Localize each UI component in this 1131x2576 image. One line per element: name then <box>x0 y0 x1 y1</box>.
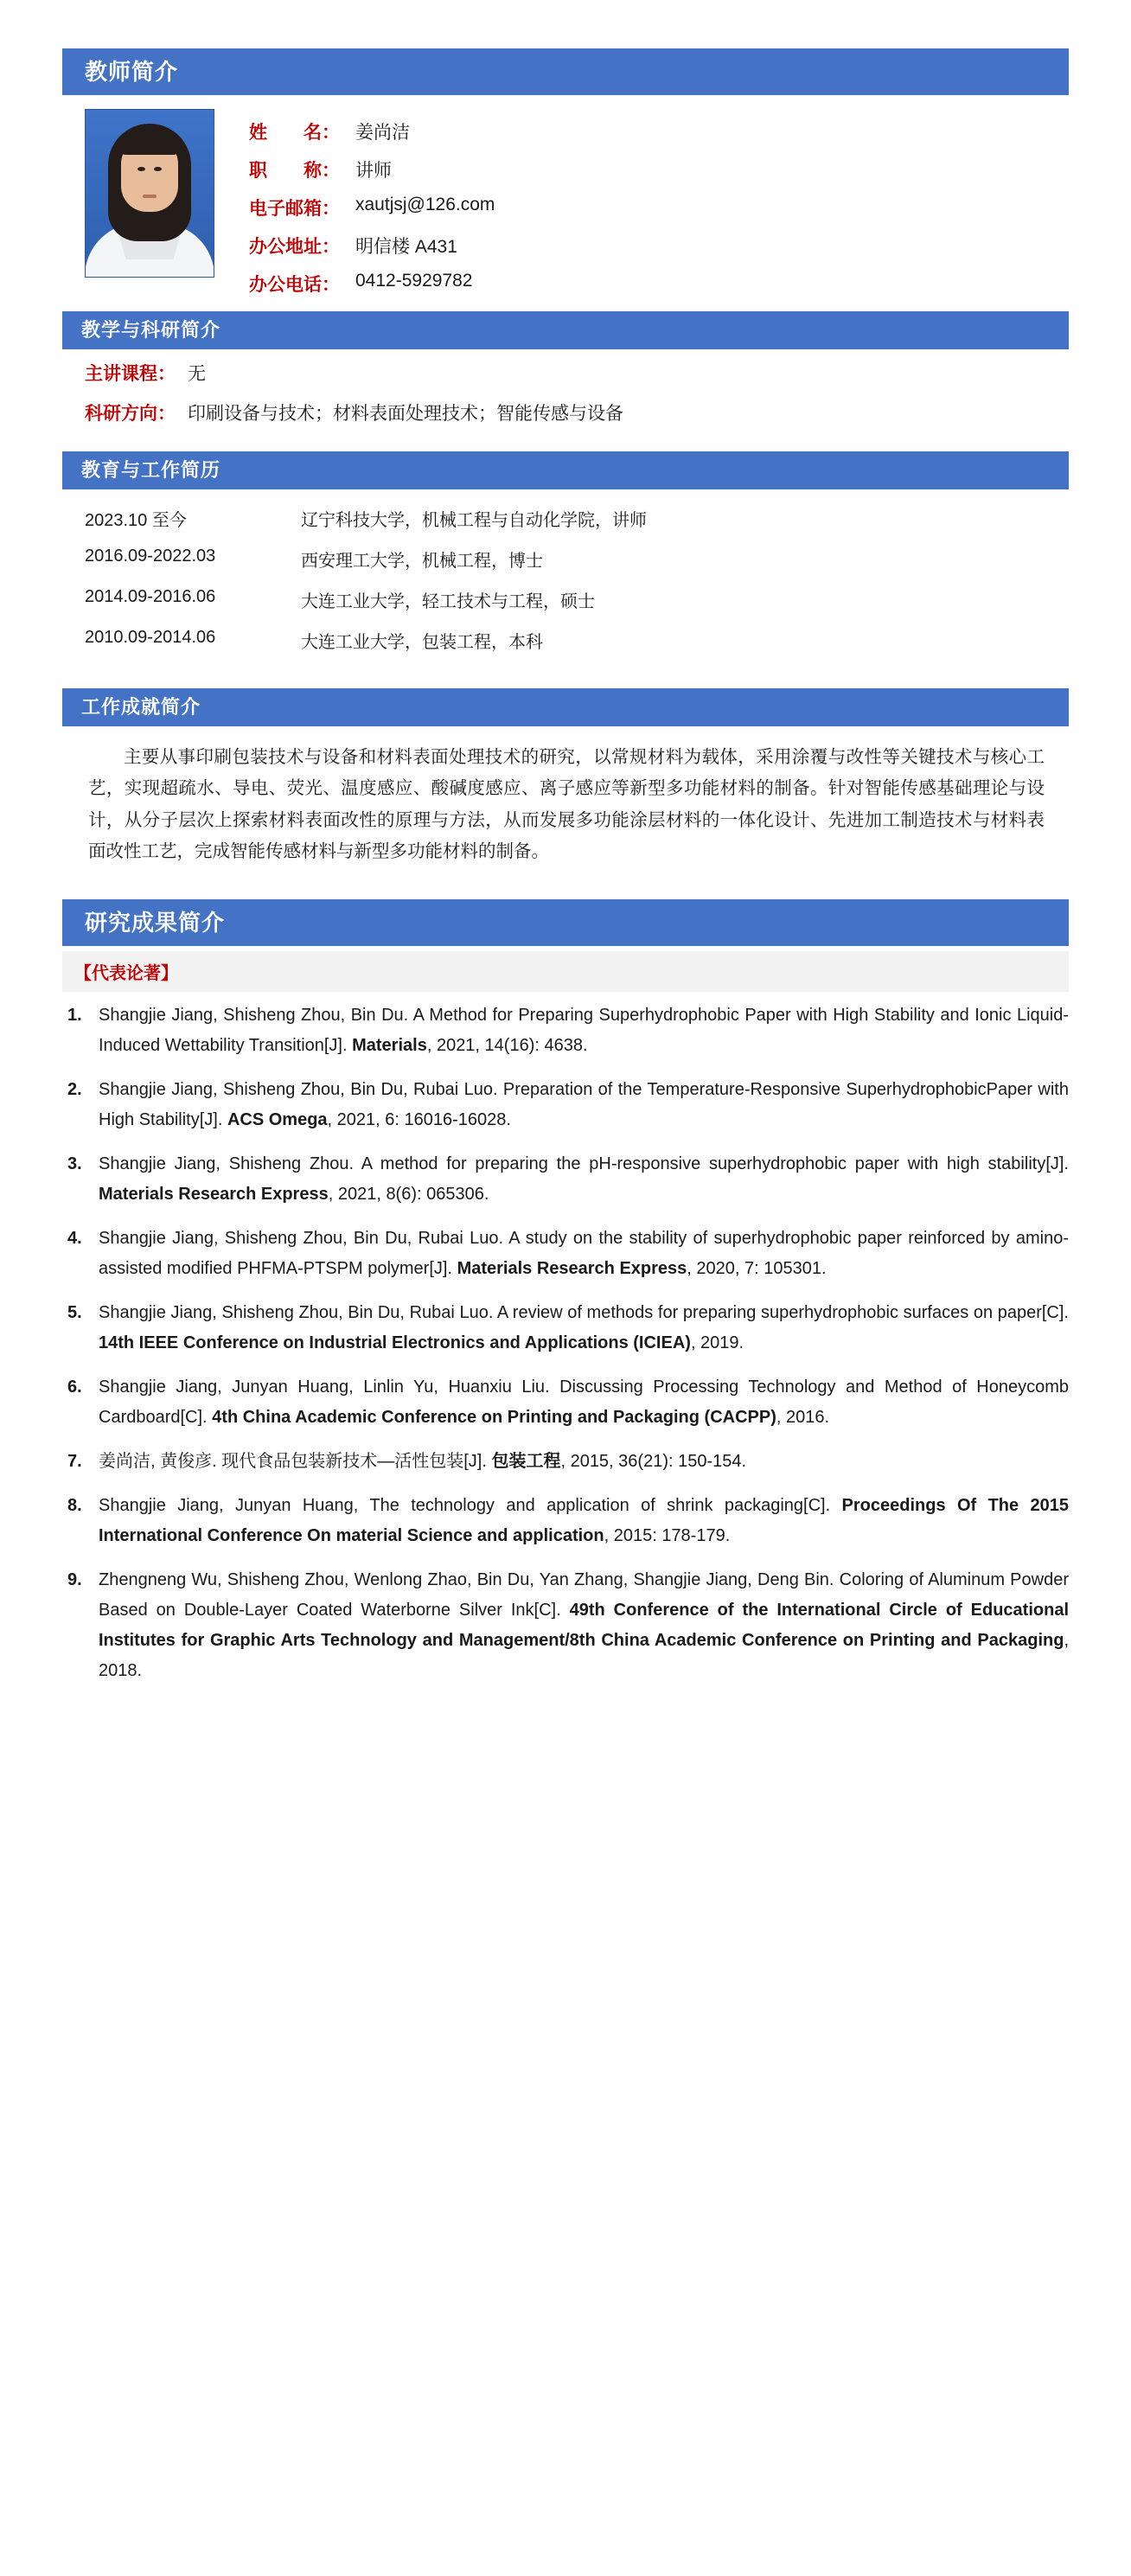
education-desc: 大连工业大学，轻工技术与工程，硕士 <box>301 592 595 611</box>
profile-label-phone: 办公电话： <box>249 275 340 295</box>
publication-text: Shangjie Jiang, Shisheng Zhou, Bin Du. A Method for Preparing Superhydrophobic Paper with High Stability and Ionic Liquid-Induced Wettability Transition[J]. Materials, 2021, 14(16): 4638. <box>99 1005 1069 1055</box>
profile-block <box>62 95 1069 311</box>
list-item <box>85 498 1069 539</box>
profile-value-name: 姜尚洁 <box>355 123 410 143</box>
list-item <box>85 620 1069 661</box>
section-header-research: 研究成果简介 <box>62 899 1069 946</box>
profile-label-name: 姓 名： <box>249 123 340 143</box>
profile-value-title: 讲师 <box>355 161 392 181</box>
list-item <box>62 1149 1069 1210</box>
education-date: 2014.09-2016.06 <box>85 587 216 606</box>
list-item <box>62 1447 1069 1477</box>
publication-number: 2. <box>67 1079 82 1099</box>
list-item <box>85 579 1069 620</box>
publication-number: 7. <box>67 1451 82 1471</box>
list-item <box>62 1224 1069 1284</box>
publication-text: Shangjie Jiang, Shisheng Zhou, Bin Du, Rubai Luo. A study on the stability of superhydrophobic paper reinforced by amino-assisted modified PHFMA-PTSPM polymer[J]. Materials Research Express, 2020, 7: 105301. <box>99 1228 1069 1278</box>
profile-row-phone <box>249 265 495 303</box>
publication-text: Shangjie Jiang, Shisheng Zhou. A method for preparing the pH-responsive superhydrophobic paper with high stability[J]. Materials Research Express, 2021, 8(6): 065306. <box>99 1154 1069 1204</box>
education-date: 2016.09-2022.03 <box>85 547 216 566</box>
publication-number: 9. <box>67 1569 82 1589</box>
teaching-research-label: 科研方向： <box>85 404 176 424</box>
publication-text: Shangjie Jiang, Shisheng Zhou, Bin Du, Rubai Luo. Preparation of the Temperature-Responsive SuperhydrophobicPaper with High Stability[J]. ACS Omega, 2021, 6: 16016-16028. <box>99 1079 1069 1129</box>
publication-text: Shangjie Jiang, Junyan Huang, Linlin Yu, Huanxiu Liu. Discussing Processing Technology and Method of Honeycomb Cardboard[C]. 4th China Academic Conference on Printing and Packaging (CACPP), 2016. <box>99 1377 1069 1427</box>
achievement-paragraph: 主要从事印刷包装技术与设备和材料表面处理技术的研究，以常规材料为载体，采用涂覆与改性等关键技术与核心工艺，实现超疏水、导电、荧光、温度感应、酸碱度感应、离子感应等新型多功能材料的制备。针对智能传感基础理论与设计，从分子层次上探索材料表面改性的原理与方法，从而发展多功能涂层材料的一体化设计、先进加工制造技术与材料表面改性工艺，完成智能传感材料与新型多功能材料的制备。 <box>88 747 1045 862</box>
publication-number: 8. <box>67 1495 82 1515</box>
education-list <box>62 489 1069 666</box>
section-header-profile: 教师简介 <box>62 48 1069 95</box>
profile-label-email: 电子邮箱： <box>249 199 340 219</box>
publication-text: Zhengneng Wu, Shisheng Zhou, Wenlong Zhao, Bin Du, Yan Zhang, Shangjie Jiang, Deng Bin. Coloring of Aluminum Powder Based on Double-Layer Coated Waterborne Silver Ink[C]. 49th Conference of the International Circle of Educational Institutes for Graphic Arts Technology and Management/8th China Academic Conference on Printing and Packaging, 2018. <box>99 1569 1069 1680</box>
profile-row-email <box>249 189 495 227</box>
list-item <box>62 1565 1069 1686</box>
profile-value-email: xautjsj@126.com <box>355 195 495 214</box>
list-item <box>62 1000 1069 1061</box>
profile-label-title: 职 称： <box>249 161 340 181</box>
education-desc: 西安理工大学，机械工程，博士 <box>301 552 543 571</box>
section-header-achievement: 工作成就简介 <box>62 688 1069 726</box>
publication-number: 3. <box>67 1154 82 1173</box>
education-date: 2023.10 至今 <box>85 511 187 530</box>
publication-number: 5. <box>67 1302 82 1322</box>
publication-number: 6. <box>67 1377 82 1397</box>
profile-info-table <box>249 112 495 303</box>
avatar <box>85 109 214 278</box>
list-item <box>62 1372 1069 1433</box>
list-item <box>62 1491 1069 1551</box>
profile-row-title <box>249 150 495 189</box>
profile-row-name <box>249 112 495 150</box>
publication-number: 4. <box>67 1228 82 1248</box>
publication-text: Shangjie Jiang, Shisheng Zhou, Bin Du, Rubai Luo. A review of methods for preparing superhydrophobic surfaces on paper[C]. 14th IEEE Conference on Industrial Electronics and Applications (ICIEA), 2019. <box>99 1302 1069 1352</box>
teaching-course-label: 主讲课程： <box>85 364 176 384</box>
publications-subheader: 【代表论著】 <box>62 951 1069 992</box>
education-date: 2010.09-2014.06 <box>85 628 216 647</box>
profile-value-phone: 0412-5929782 <box>355 271 473 291</box>
list-item <box>62 1298 1069 1358</box>
education-desc: 大连工业大学，包装工程，本科 <box>301 633 543 652</box>
teaching-course-row <box>62 349 1069 389</box>
section-header-education: 教育与工作简历 <box>62 451 1069 489</box>
profile-value-office: 明信楼 A431 <box>355 237 457 257</box>
teaching-course-value: 无 <box>188 364 206 384</box>
section-header-teaching: 教学与科研简介 <box>62 311 1069 349</box>
publication-text: Shangjie Jiang, Junyan Huang, The technology and application of shrink packaging[C]. Proceedings Of The 2015 International Conference On material Science and application, 2015: 178-179. <box>99 1495 1069 1545</box>
teaching-research-row <box>62 389 1069 429</box>
list-item <box>85 539 1069 579</box>
profile-row-office <box>249 227 495 265</box>
publications-list <box>62 1000 1069 1686</box>
publication-text: 姜尚洁, 黄俊彦. 现代食品包装新技术—活性包装[J]. 包装工程, 2015, 36(21): 150-154. <box>99 1451 747 1471</box>
education-desc: 辽宁科技大学，机械工程与自动化学院，讲师 <box>301 511 647 530</box>
profile-label-office: 办公地址： <box>249 237 340 257</box>
publication-number: 1. <box>67 1005 82 1025</box>
teaching-research-value: 印刷设备与技术；材料表面处理技术；智能传感与设备 <box>188 404 623 424</box>
list-item <box>62 1075 1069 1135</box>
